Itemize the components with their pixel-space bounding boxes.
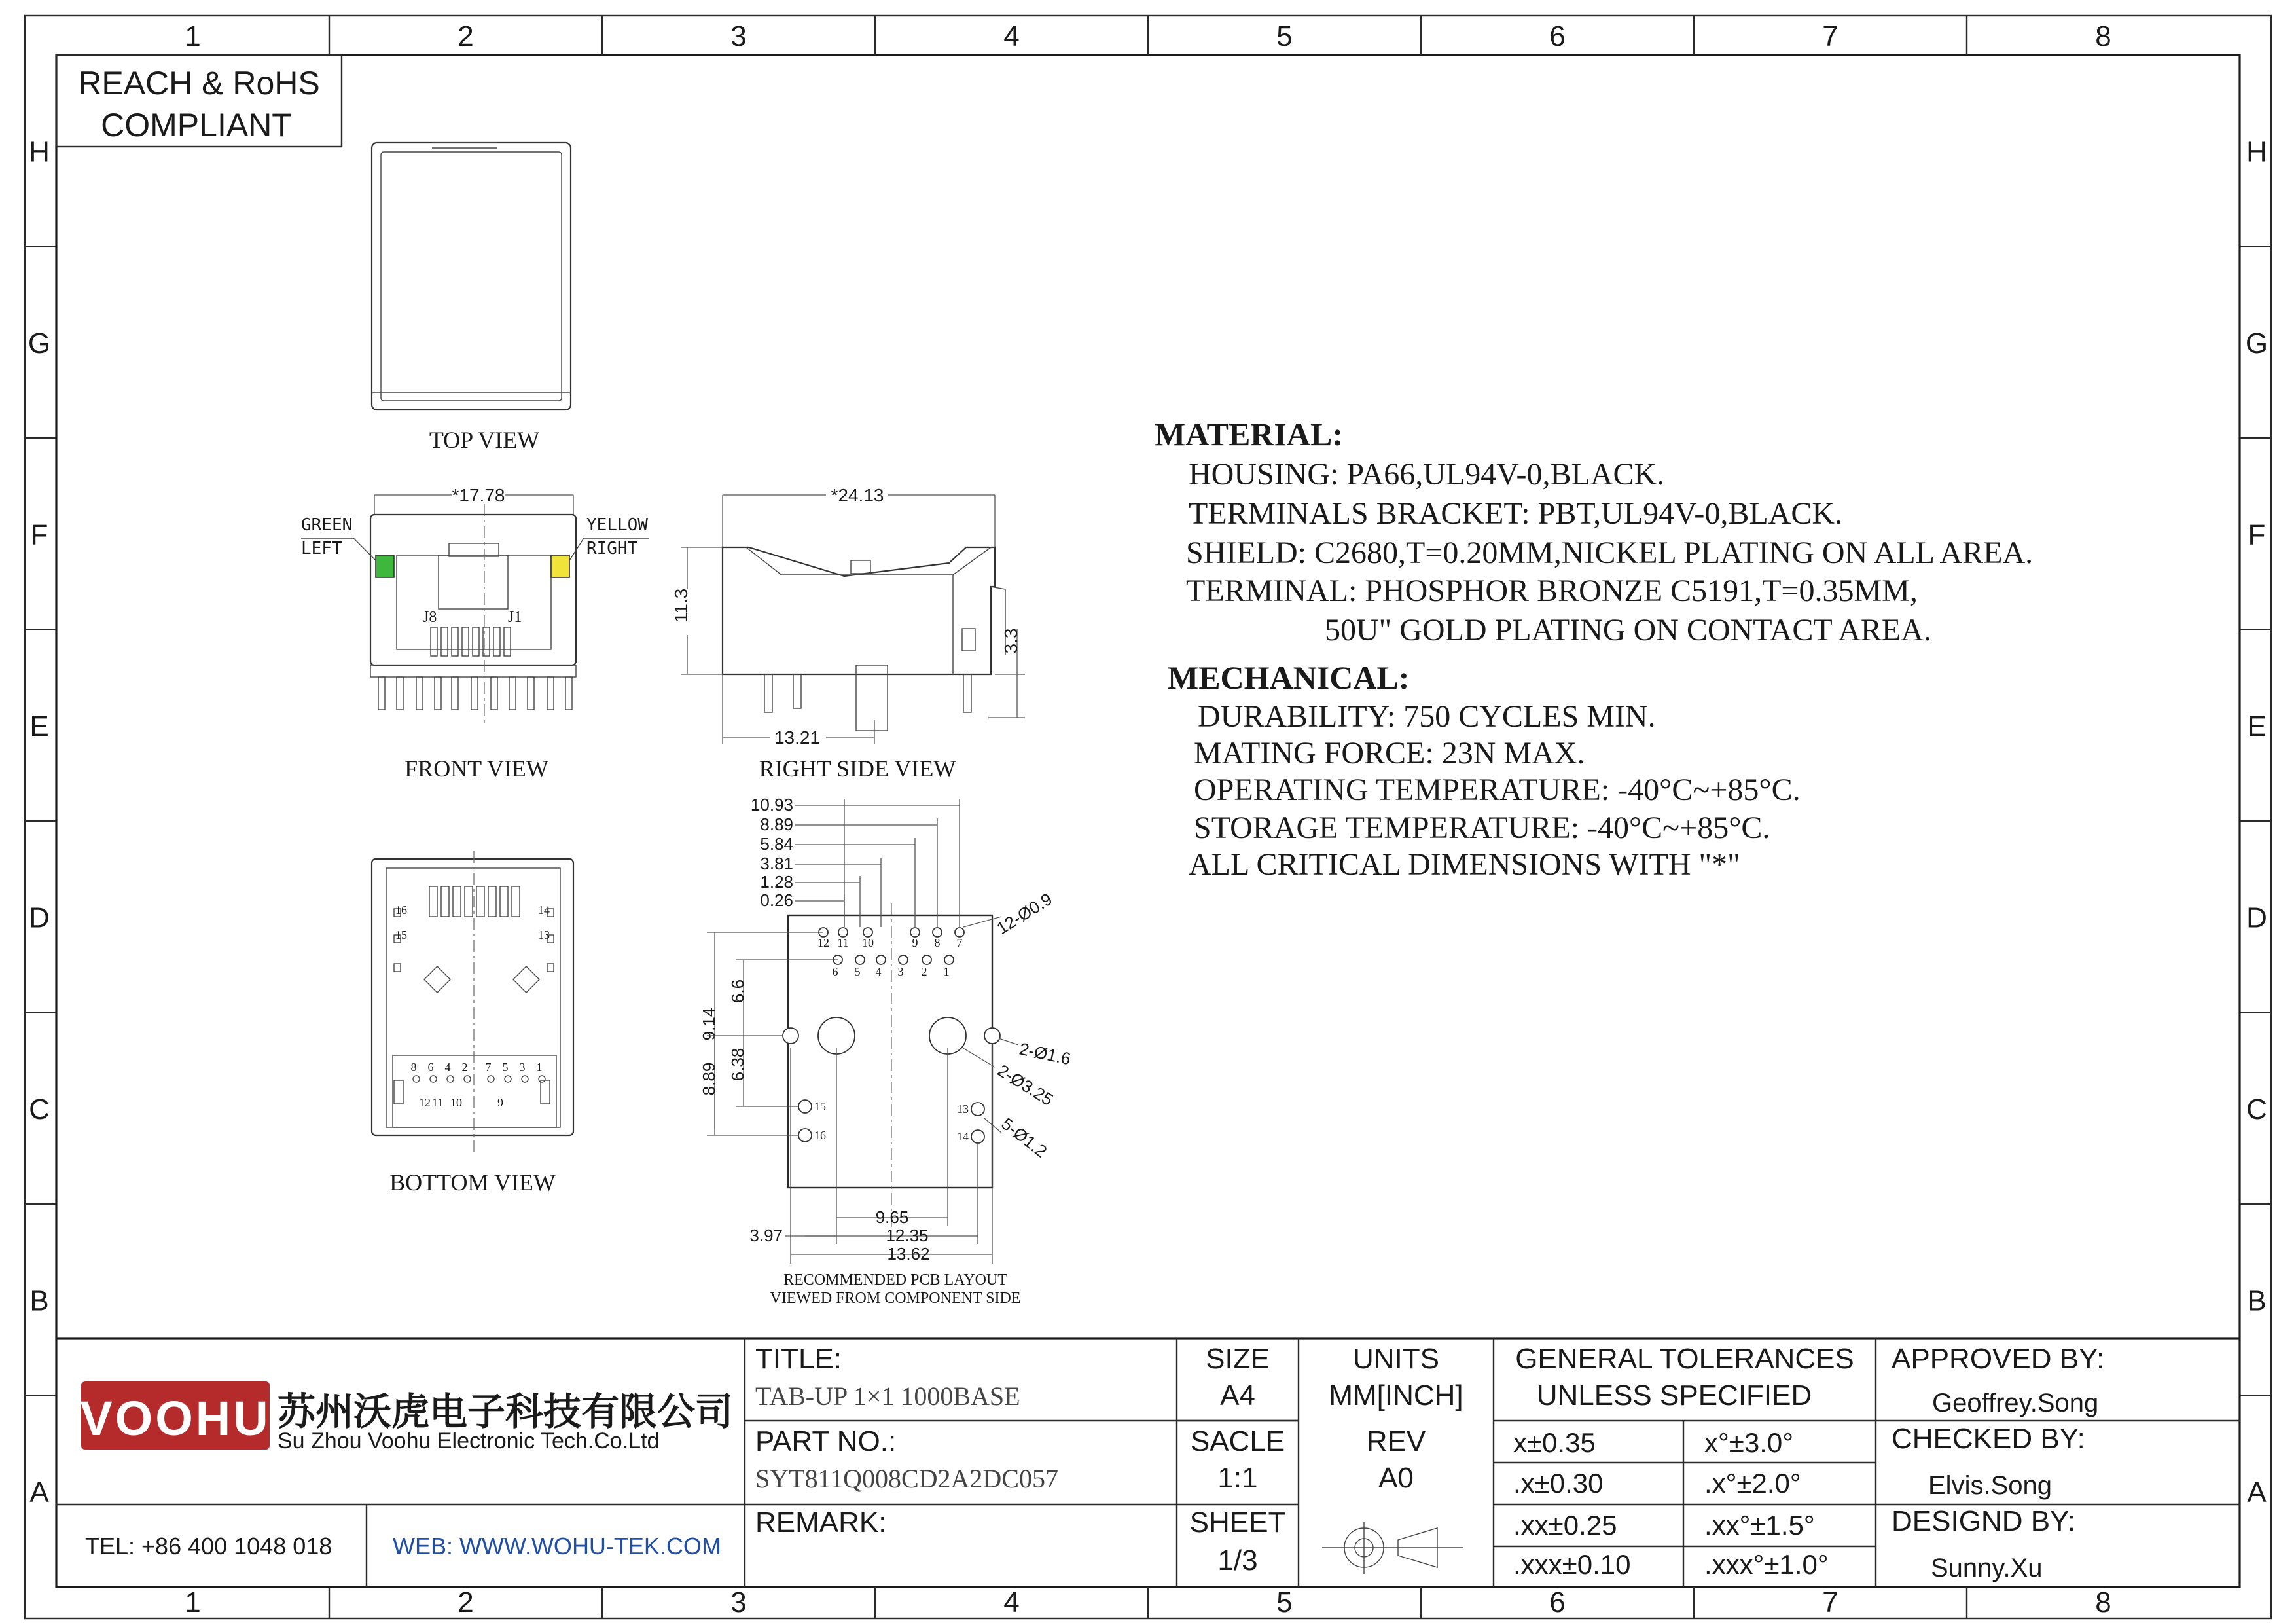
material-line-4: TERMINAL: PHOSPHOR BRONZE C5191,T=0.35MM, <box>1186 574 1918 608</box>
size-value: A4 <box>1220 1379 1255 1412</box>
bottom-pin-label: 13 <box>538 928 550 941</box>
pcb-callout: 5-Ø1.2 <box>997 1114 1051 1161</box>
checked-value: Elvis.Song <box>1928 1471 2052 1500</box>
zone-row-right-H: H <box>2246 136 2267 168</box>
j8-label: J8 <box>423 609 437 626</box>
pcb-pin <box>838 928 848 937</box>
pcb-pin <box>922 955 931 964</box>
pcb-pin <box>944 955 954 964</box>
zone-col-bottom-2: 2 <box>457 1586 474 1618</box>
pcb-left-dim: 9.14 <box>699 1007 719 1041</box>
pcb-pin-label: 3 <box>897 965 904 978</box>
pcb-top-dim: 0.26 <box>760 890 793 910</box>
title-value: TAB-UP 1×1 1000BASE <box>755 1381 1020 1411</box>
bottom-pin-label: 4 <box>444 1061 451 1074</box>
green-led <box>376 555 394 577</box>
company-name-cn: 苏州沃虎电子科技有限公司 <box>278 1391 734 1433</box>
zone-col-bottom-1: 1 <box>185 1586 201 1618</box>
material-line-3: SHIELD: C2680,T=0.20MM,NICKEL PLATING ON ALL AREA. <box>1186 536 2034 570</box>
led-yellow-label: YELLOW <box>586 515 648 535</box>
zone-row-left-G: G <box>27 327 51 359</box>
tolerance-linear: x±0.35 <box>1513 1427 1596 1458</box>
pcb-pin <box>933 928 942 937</box>
tolerance-angular: .x°±2.0° <box>1704 1468 1801 1499</box>
compliance-line-2: COMPLIANT <box>101 107 292 143</box>
pcb-pin <box>876 955 886 964</box>
part-no-label: PART NO.: <box>755 1425 897 1457</box>
zone-row-right-C: C <box>2246 1093 2267 1125</box>
bottom-pin-label: 16 <box>395 903 407 917</box>
pcb-top-dim: 3.81 <box>760 854 793 873</box>
side-pin-dim: 3.3 <box>1001 628 1021 654</box>
zone-col-bottom-5: 5 <box>1276 1586 1293 1618</box>
zone-row-left-B: B <box>29 1285 49 1317</box>
remark-label: REMARK: <box>755 1506 887 1539</box>
part-no-value: SYT811Q008CD2A2DC057 <box>755 1464 1058 1493</box>
pcb-top-dim: 1.28 <box>760 872 793 892</box>
yellow-led <box>551 555 569 577</box>
pcb-pin <box>863 928 872 937</box>
bottom-pin-label: 6 <box>427 1061 434 1074</box>
zone-row-right-B: B <box>2247 1285 2267 1317</box>
pcb-pin-label: 9 <box>912 936 918 949</box>
pcb-pin <box>910 928 920 937</box>
scale-label: SACLE <box>1190 1425 1285 1457</box>
zone-row-left-F: F <box>30 519 48 551</box>
mechanical-line-3: OPERATING TEMPERATURE: -40°C~+85°C. <box>1194 773 1801 807</box>
zone-col-top-2: 2 <box>457 20 474 52</box>
tolerance-linear: .xx±0.25 <box>1513 1510 1617 1541</box>
pcb-pin-label: 12 <box>817 936 829 949</box>
tolerance-heading-1: GENERAL TOLERANCES <box>1515 1343 1854 1375</box>
rev-label: REV <box>1366 1425 1426 1457</box>
top-view <box>372 143 571 453</box>
zone-col-bottom-8: 8 <box>2095 1586 2111 1618</box>
zone-col-top-4: 4 <box>1003 20 1020 52</box>
pcb-pin-label: 4 <box>875 965 882 978</box>
units-label: UNITS <box>1353 1343 1439 1375</box>
sheet-label: SHEET <box>1189 1506 1286 1539</box>
bottom-pin-label: 1 <box>536 1061 543 1074</box>
zone-col-top-6: 6 <box>1549 20 1566 52</box>
design-label: DESIGND BY: <box>1892 1505 2076 1537</box>
rev-value: A0 <box>1378 1462 1414 1494</box>
tolerance-heading-2: UNLESS SPECIFIED <box>1536 1379 1812 1412</box>
pcb-pin-label: 16 <box>814 1129 826 1142</box>
pcb-pin-label: 14 <box>957 1130 969 1143</box>
pcb-left-dim: 8.89 <box>699 1062 719 1096</box>
scale-value: 1:1 <box>1217 1462 1258 1494</box>
tolerance-angular: .xxx°±1.0° <box>1704 1549 1829 1580</box>
pcb-layout-label-2: VIEWED FROM COMPONENT SIDE <box>770 1290 1021 1307</box>
tolerance-linear: .x±0.30 <box>1513 1468 1604 1499</box>
bottom-pin-label: 11 <box>432 1096 444 1109</box>
zone-col-bottom-4: 4 <box>1003 1586 1020 1618</box>
tolerance-angular: .xx°±1.5° <box>1704 1510 1815 1541</box>
zone-row-right-F: F <box>2248 519 2266 551</box>
zone-col-top-5: 5 <box>1276 20 1293 52</box>
bottom-pin-label: 5 <box>502 1061 509 1074</box>
pcb-pin-label: 7 <box>956 936 963 949</box>
zone-row-right-D: D <box>2246 902 2267 934</box>
approved-label: APPROVED BY: <box>1892 1343 2105 1375</box>
mechanical-line-5: ALL CRITICAL DIMENSIONS WITH "*" <box>1189 847 1740 882</box>
pcb-left-dim: 6.38 <box>728 1048 747 1082</box>
tel: TEL: +86 400 1048 018 <box>85 1533 332 1559</box>
zone-col-top-3: 3 <box>730 20 747 52</box>
led-green-label: GREEN <box>301 515 353 535</box>
pcb-pin <box>971 1103 984 1116</box>
pcb-pin-label: 13 <box>957 1103 969 1116</box>
approved-value: Geoffrey.Song <box>1932 1389 2099 1417</box>
pcb-pin-label: 8 <box>934 936 941 949</box>
zone-row-left-E: E <box>29 710 49 742</box>
pcb-pin <box>971 1130 984 1143</box>
material-line-2: TERMINALS BRACKET: PBT,UL94V-0,BLACK. <box>1189 496 1842 531</box>
mechanical-line-2: MATING FORCE: 23N MAX. <box>1194 736 1585 771</box>
pcb-pin-label: 11 <box>837 936 849 949</box>
mechanical-heading: MECHANICAL: <box>1168 659 1410 696</box>
pcb-top-dim: 10.93 <box>750 795 793 814</box>
pcb-pin <box>955 928 964 937</box>
pcb-pin-label: 5 <box>854 965 861 978</box>
pcb-layout-label-1: RECOMMENDED PCB LAYOUT <box>783 1271 1007 1288</box>
pcb-pin <box>855 955 865 964</box>
bottom-pin-label: 15 <box>395 928 407 941</box>
design-value: Sunny.Xu <box>1931 1554 2043 1582</box>
zone-col-top-8: 8 <box>2095 20 2111 52</box>
pcb-callout: 2-Ø3.25 <box>994 1060 1057 1110</box>
zone-row-right-G: G <box>2245 327 2269 359</box>
front-view-label: FRONT VIEW <box>404 756 548 782</box>
mechanical-line-1: DURABILITY: 750 CYCLES MIN. <box>1198 699 1656 734</box>
zone-col-top-7: 7 <box>1822 20 1839 52</box>
material-heading: MATERIAL: <box>1155 416 1343 452</box>
pcb-bottom-dim: 13.62 <box>887 1244 930 1264</box>
pcb-top-dim: 8.89 <box>760 814 793 834</box>
zone-col-bottom-3: 3 <box>730 1586 747 1618</box>
checked-label: CHECKED BY: <box>1892 1423 2085 1455</box>
bottom-pin-label: 2 <box>461 1061 468 1074</box>
tolerance-linear: .xxx±0.10 <box>1513 1549 1631 1580</box>
pcb-pin-label: 1 <box>943 965 950 978</box>
pcb-callout: 2-Ø1.6 <box>1017 1038 1073 1069</box>
pcb-pin-label: 6 <box>832 965 838 978</box>
pcb-pin <box>798 1129 812 1142</box>
web[interactable]: WEB: WWW.WOHU-TEK.COM <box>393 1533 721 1559</box>
size-label: SIZE <box>1206 1343 1270 1375</box>
led-right-label: RIGHT <box>586 539 638 558</box>
company-name-en: Su Zhou Voohu Electronic Tech.Co.Ltd <box>278 1429 660 1453</box>
top-view-label: TOP VIEW <box>429 427 540 453</box>
zone-row-left-C: C <box>29 1093 50 1125</box>
pcb-pin-label: 15 <box>814 1100 826 1113</box>
tolerance-angular: x°±3.0° <box>1704 1427 1794 1458</box>
side-depth-dim: 13.21 <box>774 727 821 748</box>
pcb-bottom-dim: 9.65 <box>875 1207 909 1227</box>
compliance-line-1: REACH & RoHS <box>78 65 320 101</box>
front-width-dim: *17.78 <box>452 485 505 505</box>
led-left-label: LEFT <box>301 539 342 558</box>
pcb-pin-label: 2 <box>921 965 927 978</box>
pcb-bottom-dim: 3.97 <box>749 1226 783 1245</box>
bottom-pin-label: 14 <box>538 903 550 917</box>
voohu-logo-text: VOOHU <box>80 1391 271 1446</box>
zone-col-bottom-7: 7 <box>1822 1586 1839 1618</box>
bottom-pin-label: 9 <box>497 1096 503 1109</box>
mechanical-line-4: STORAGE TEMPERATURE: -40°C~+85°C. <box>1194 811 1770 845</box>
pcb-pin <box>798 1100 812 1113</box>
j1-label: J1 <box>508 609 522 626</box>
zone-row-right-E: E <box>2247 710 2267 742</box>
bottom-pin-label: 7 <box>485 1061 492 1074</box>
pcb-top-dim: 5.84 <box>760 834 793 854</box>
right-side-view-label: RIGHT SIDE VIEW <box>759 756 956 782</box>
units-value: MM[INCH] <box>1329 1379 1463 1412</box>
bottom-pin-label: 12 <box>419 1096 431 1109</box>
sheet-value: 1/3 <box>1217 1544 1258 1577</box>
zone-row-right-A: A <box>2247 1476 2267 1508</box>
title-label: TITLE: <box>755 1343 842 1375</box>
bottom-view-label: BOTTOM VIEW <box>389 1169 556 1195</box>
pcb-bottom-dim: 12.35 <box>886 1226 929 1245</box>
zone-row-left-D: D <box>29 902 50 934</box>
material-line-1: HOUSING: PA66,UL94V-0,BLACK. <box>1189 457 1665 492</box>
zone-col-bottom-6: 6 <box>1549 1586 1566 1618</box>
pcb-callout: 12-Ø0.9 <box>993 888 1056 939</box>
zone-row-left-A: A <box>29 1476 49 1508</box>
bottom-pin-label: 8 <box>410 1061 417 1074</box>
bottom-pin-label: 3 <box>519 1061 526 1074</box>
zone-col-top-1: 1 <box>185 20 201 52</box>
pcb-pin-label: 10 <box>862 936 874 949</box>
zone-row-left-H: H <box>29 136 50 168</box>
side-length-dim: *24.13 <box>831 485 884 505</box>
bottom-pin-label: 10 <box>450 1096 462 1109</box>
pcb-pin <box>899 955 908 964</box>
side-height-dim: 11.3 <box>671 588 691 623</box>
pcb-left-dim: 6.6 <box>728 979 747 1004</box>
material-line-5: 50U" GOLD PLATING ON CONTACT AREA. <box>1325 613 1931 647</box>
